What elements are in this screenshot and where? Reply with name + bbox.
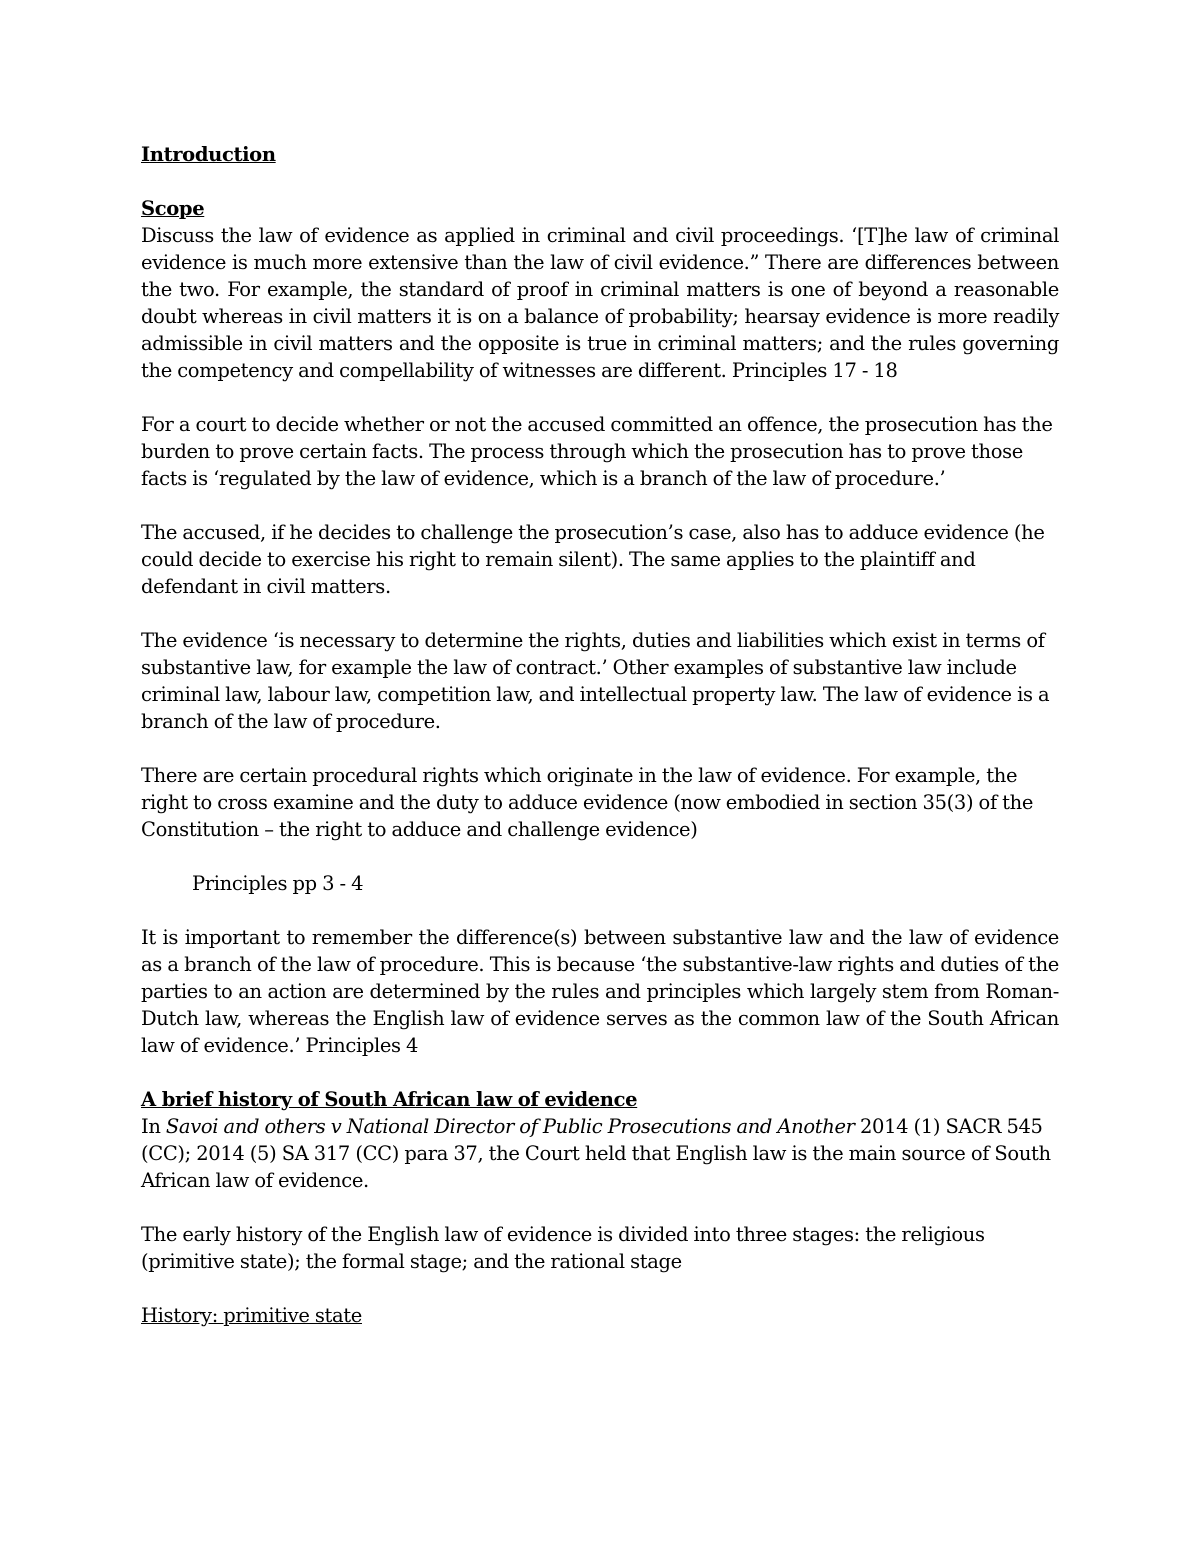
principles-reference: Principles pp 3 - 4 <box>192 872 364 895</box>
primitive-state-heading: History: primitive state <box>141 1304 362 1327</box>
early-history-paragraph: The early history of the English law of evidence is divided into three stages: the religious (primitive state); the formal stage; and the rational stage <box>141 1223 985 1273</box>
evidence-paragraph: The evidence ‘is necessary to determine the rights, duties and liabilities which exist in terms of substantive law, for example the law of contract.’ Other examples of substantive law include criminal law, labour law, competition law, and intellectual property law. The law of evidence is a branch of the law of procedure. <box>141 629 1050 733</box>
savoi-case-name: Savoi and others v National Director of Public Prosecutions and Another <box>165 1115 855 1138</box>
intro-heading: Introduction <box>141 143 276 166</box>
scope-heading: Scope <box>141 197 205 220</box>
savoi-paragraph <box>141 1113 1059 1194</box>
savoi-citation: 2014 (1) SACR 545 (CC); 2014 (5) SA 317 (CC) para 37, the Court held that English law is the main source of South African law of evidence. <box>141 1115 1051 1192</box>
history-heading: A brief history of South African law of evidence <box>141 1088 638 1111</box>
scope-paragraph: Discuss the law of evidence as applied in criminal and civil proceedings. ‘[T]he law of criminal evidence is much more extensive than the law of civil evidence.” There are differences between the two. For example, the standard of proof in criminal matters is one of beyond a reasonable doubt whereas in civil matters it is on a balance of probability; hearsay evidence is more readily admissible in civil matters and the opposite is true in criminal matters; and the rules governing the competency and compellability of witnesses are different. Principles 17 - 18 <box>141 224 1059 382</box>
document-page <box>141 141 1059 1329</box>
spacer <box>141 168 1059 195</box>
savoi-prefix: In <box>141 1115 166 1138</box>
accused-paragraph: The accused, if he decides to challenge the prosecution’s case, also has to adduce evidence (he could decide to exercise his right to remain silent). The same applies to the plaintiff and defendant in civil matters. <box>141 521 1045 598</box>
court-paragraph: For a court to decide whether or not the accused committed an offence, the prosecution has the burden to prove certain facts. The process through which the prosecution has to prove those facts is ‘regulated by the law of evidence, which is a branch of the law of procedure.’ <box>141 413 1053 490</box>
important-paragraph: It is important to remember the difference(s) between substantive law and the law of evidence as a branch of the law of procedure. This is because ‘the substantive-law rights and duties of the parties to an action are determined by the rules and principles which largely stem from Roman-Dutch law, whereas the English law of evidence serves as the common law of the South African law of evidence.’ Principles 4 <box>141 926 1059 1057</box>
procedural-rights-paragraph: There are certain procedural rights which originate in the law of evidence. For example, the right to cross examine and the duty to adduce evidence (now embodied in section 35(3) of the Constitution – the right to adduce and challenge evidence) <box>141 764 1034 841</box>
